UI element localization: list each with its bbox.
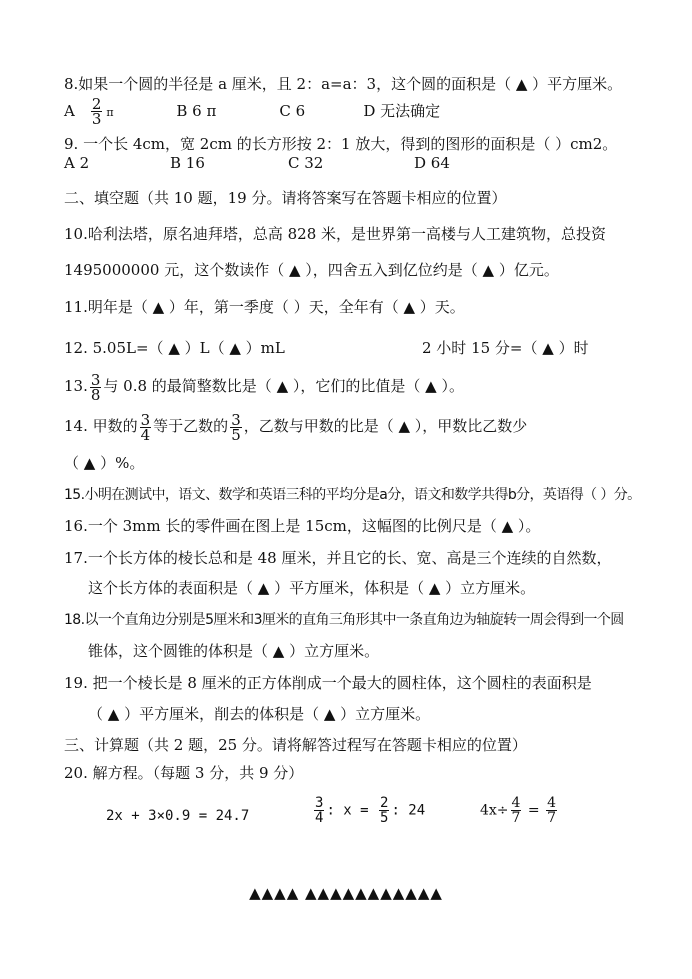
fraction-3-5: [230, 410, 242, 444]
fraction-3-8: [90, 370, 102, 404]
option-a-pi: π: [106, 105, 114, 119]
fraction-numerator: 2: [91, 95, 102, 113]
fraction-numerator: 3: [90, 370, 101, 389]
option-a: A 2: [64, 154, 90, 172]
equation-2: [312, 796, 425, 825]
equation-3-mid: =: [523, 802, 545, 819]
question-19-line2: （ ▲ ）平方厘米，削去的体积是（ ▲ ）立方厘米。: [88, 705, 431, 723]
question-18-line2: 锥体，这个圆锥的体积是（ ▲ ）立方厘米。: [88, 642, 380, 660]
option-a-label: A: [64, 101, 75, 120]
question-13: [64, 368, 464, 404]
question-14-prefix: 14. 甲数的: [64, 417, 138, 435]
fraction-numerator: 3: [315, 795, 324, 811]
fraction-numerator: 2: [380, 795, 389, 811]
question-17-line1: 17.一个长方体的棱长总和是 48 厘米，并且它的长、宽、高是三个连续的自然数，: [64, 549, 612, 567]
fraction-numerator: 3: [140, 410, 151, 429]
question-9-options: [64, 153, 450, 173]
option-c: C 6: [279, 101, 306, 120]
question-9-stem: 9. 一个长 4cm，宽 2cm 的长方形按 2：1 放大，得到的图形的面积是（ ）cm2。: [64, 135, 618, 153]
option-c: C 32: [288, 154, 324, 172]
fraction-numerator: 4: [511, 795, 521, 811]
option-d: D 无法确定: [363, 101, 441, 120]
section-3-heading: 三、计算题（共 2 题，25 分。请将解答过程写在答题卡相应的位置）: [64, 736, 527, 754]
section-2-heading: 二、填空题（共 10 题，19 分。请将答案写在答题卡相应的位置）: [64, 189, 507, 207]
fraction-denominator: 7: [511, 810, 521, 826]
option-a-fraction: [91, 97, 103, 126]
fraction-3-4: [314, 796, 324, 825]
option-b: B 6 π: [176, 101, 217, 120]
fraction-denominator: 8: [90, 385, 101, 404]
equation-2-tail: : 24: [391, 802, 426, 819]
question-11: 11.明年是（ ▲ ）年，第一季度（ ）天，全年有（ ▲ ）天。: [64, 298, 465, 316]
question-10-line2: 1495000000 元，这个数读作（ ▲ ），四舍五入到亿位约是（ ▲ ）亿元。: [64, 261, 559, 279]
fraction-denominator: 4: [140, 425, 151, 444]
question-13-text: 与 0.8 的最简整数比是（ ▲ ），它们的比值是（ ▲ ）。: [103, 377, 464, 395]
question-12-left: 12. 5.05L=（ ▲ ）L（ ▲ ）mL: [64, 339, 285, 357]
question-14-rest: ，乙数与甲数的比是（ ▲ ），甲数比乙数少: [243, 417, 528, 435]
fraction-denominator: 5: [380, 810, 389, 826]
question-20-title: 20. 解方程。（每题 3 分，共 9 分）: [64, 764, 304, 782]
option-b: B 16: [170, 154, 205, 172]
option-d: D 64: [414, 154, 450, 172]
question-14-mid: 等于乙数的: [153, 417, 229, 435]
question-17-line2: 这个长方体的表面积是（ ▲ ）平方厘米，体积是（ ▲ ）立方厘米。: [88, 579, 536, 597]
question-19-line1: 19. 把一个棱长是 8 厘米的正方体削成一个最大的圆柱体，这个圆柱的表面积是: [64, 674, 592, 692]
fraction-2-5: [379, 796, 389, 825]
question-number: 13.: [64, 377, 88, 395]
fraction-denominator: 3: [91, 110, 102, 128]
fraction-denominator: 5: [231, 425, 241, 444]
question-14-line2: （ ▲ ）%。: [64, 454, 145, 472]
equation-1: 2x + 3×0.9 = 24.7: [106, 808, 250, 824]
question-14-line1: [64, 408, 527, 444]
question-15: 15.小明在测试中，语文、数学和英语三科的平均分是a分，语文和数学共得b分，英语得（ ）分。: [64, 487, 641, 503]
fraction-4-7: [511, 796, 522, 825]
question-8-stem: 8.如果一个圆的半径是 a 厘米，且 2：a=a：3，这个圆的面积是（ ▲ ）平方厘米。: [64, 75, 623, 93]
equation-3: [480, 796, 559, 825]
fraction-3-4: [140, 410, 152, 444]
fraction-denominator: 4: [315, 810, 324, 826]
question-18-line1: 18.以一个直角边分别是5厘米和3厘米的直角三角形其中一条直角边为轴旋转一周会得到一个圆: [64, 612, 624, 628]
question-8-options: [64, 97, 440, 131]
fraction-4-7-result: [546, 796, 557, 825]
question-10-line1: 10.哈利法塔，原名迪拜塔，总高 828 米，是世界第一高楼与人工建筑物，总投资: [64, 225, 607, 243]
fraction-numerator: 3: [231, 410, 241, 429]
question-16: 16.一个 3mm 长的零件画在图上是 15cm，这幅图的比例尺是（ ▲ ）。: [64, 517, 541, 535]
footer-triangle-marks: ▲▲▲▲ ▲▲▲▲▲▲▲▲▲▲▲: [249, 884, 443, 902]
question-12-right: 2 小时 15 分=（ ▲ ）时: [422, 339, 589, 357]
equation-3-pre: 4x÷: [480, 802, 509, 819]
fraction-denominator: 7: [547, 810, 557, 826]
fraction-numerator: 4: [547, 795, 557, 811]
equation-2-mid: : x =: [326, 802, 378, 819]
